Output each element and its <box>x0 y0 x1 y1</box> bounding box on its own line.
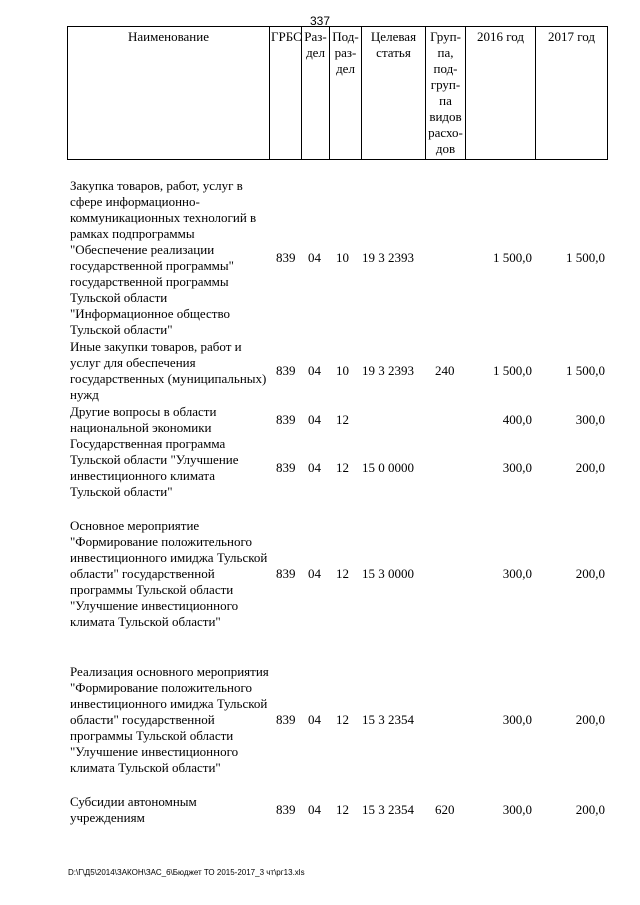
row-2017: 200,0 <box>575 566 605 581</box>
row-2016: 300,0 <box>502 802 532 817</box>
row-name: Субсидии автономным учреждениям <box>70 794 197 825</box>
row-target: 15 3 2354 <box>362 802 414 817</box>
row-grbs: 839 <box>276 712 296 727</box>
header-2016: 2016 год <box>466 27 536 160</box>
row-podrazdel: 12 <box>336 802 349 817</box>
row-2016: 300,0 <box>502 460 532 475</box>
row-grbs: 839 <box>276 250 296 265</box>
row-razdel: 04 <box>308 712 321 727</box>
row-razdel: 04 <box>308 250 321 265</box>
row-target: 15 3 0000 <box>362 566 414 581</box>
row-name: Реализация основного мероприятия "Формирование положительного инвестиционного имиджа Тульской области" государственной программы Тульской области "Улучшение инвестиционного климата Тульской области" <box>70 664 269 775</box>
file-path-footer: D:\Г\Д5\2014\ЗАКОН\ЗАС_6\Бюджет ТО 2015-2017_3 чт\рг13.xls <box>68 868 305 877</box>
row-target: 19 3 2393 <box>362 250 414 265</box>
row-grbs: 839 <box>276 460 296 475</box>
row-target: 15 3 2354 <box>362 712 414 727</box>
row-name: Закупка товаров, работ, услуг в сфере информационно- коммуникационных технологий в рамках подпрограммы "Обеспечение реализации государственной программы" государственной программы Тульской области "Информационное общество Тульской области" <box>70 178 257 337</box>
row-name: Основное мероприятие "Формирование положительного инвестиционного имиджа Тульской области" государственной программы Тульской области "Улучшение инвестиционного климата Тульской области" <box>70 518 268 629</box>
row-podrazdel: 12 <box>336 566 349 581</box>
header-2017: 2017 год <box>536 27 608 160</box>
row-grbs: 839 <box>276 363 296 378</box>
row-2017: 200,0 <box>575 802 605 817</box>
row-razdel: 04 <box>308 412 321 427</box>
header-target: Целевая статья <box>362 27 426 160</box>
row-2017: 1 500,0 <box>566 363 605 378</box>
row-grbs: 839 <box>276 412 296 427</box>
row-2016: 1 500,0 <box>493 363 532 378</box>
row-podrazdel: 10 <box>336 250 349 265</box>
row-target: 19 3 2393 <box>362 363 414 378</box>
row-2017: 300,0 <box>575 412 605 427</box>
header-name: Наименование <box>68 27 270 160</box>
row-2017: 200,0 <box>575 460 605 475</box>
row-2016: 400,0 <box>502 412 532 427</box>
header-podrazdel: Под- раз- дел <box>330 27 362 160</box>
row-podrazdel: 12 <box>336 460 349 475</box>
row-podrazdel: 10 <box>336 363 349 378</box>
row-grbs: 839 <box>276 802 296 817</box>
row-2017: 1 500,0 <box>566 250 605 265</box>
row-vid: 620 <box>435 802 455 817</box>
row-razdel: 04 <box>308 460 321 475</box>
row-podrazdel: 12 <box>336 412 349 427</box>
row-target: 15 0 0000 <box>362 460 414 475</box>
row-grbs: 839 <box>276 566 296 581</box>
row-2016: 1 500,0 <box>493 250 532 265</box>
table-header <box>67 26 608 160</box>
row-podrazdel: 12 <box>336 712 349 727</box>
page-number: 337 <box>309 14 331 28</box>
row-razdel: 04 <box>308 363 321 378</box>
row-razdel: 04 <box>308 802 321 817</box>
row-name: Иные закупки товаров, работ и услуг для обеспечения государственных (муниципальных) нужд <box>70 339 267 402</box>
row-name: Другие вопросы в области национальной экономики <box>70 404 217 435</box>
header-vid: Груп- па, под- груп- па видов расхо- дов <box>426 27 466 160</box>
row-2017: 200,0 <box>575 712 605 727</box>
row-vid: 240 <box>435 363 455 378</box>
header-razdel: Раз- дел <box>302 27 330 160</box>
row-name: Государственная программа Тульской области "Улучшение инвестиционного климата Тульской области" <box>70 436 239 499</box>
row-2016: 300,0 <box>502 712 532 727</box>
row-razdel: 04 <box>308 566 321 581</box>
header-grbs: ГРБС <box>270 27 302 160</box>
row-2016: 300,0 <box>502 566 532 581</box>
